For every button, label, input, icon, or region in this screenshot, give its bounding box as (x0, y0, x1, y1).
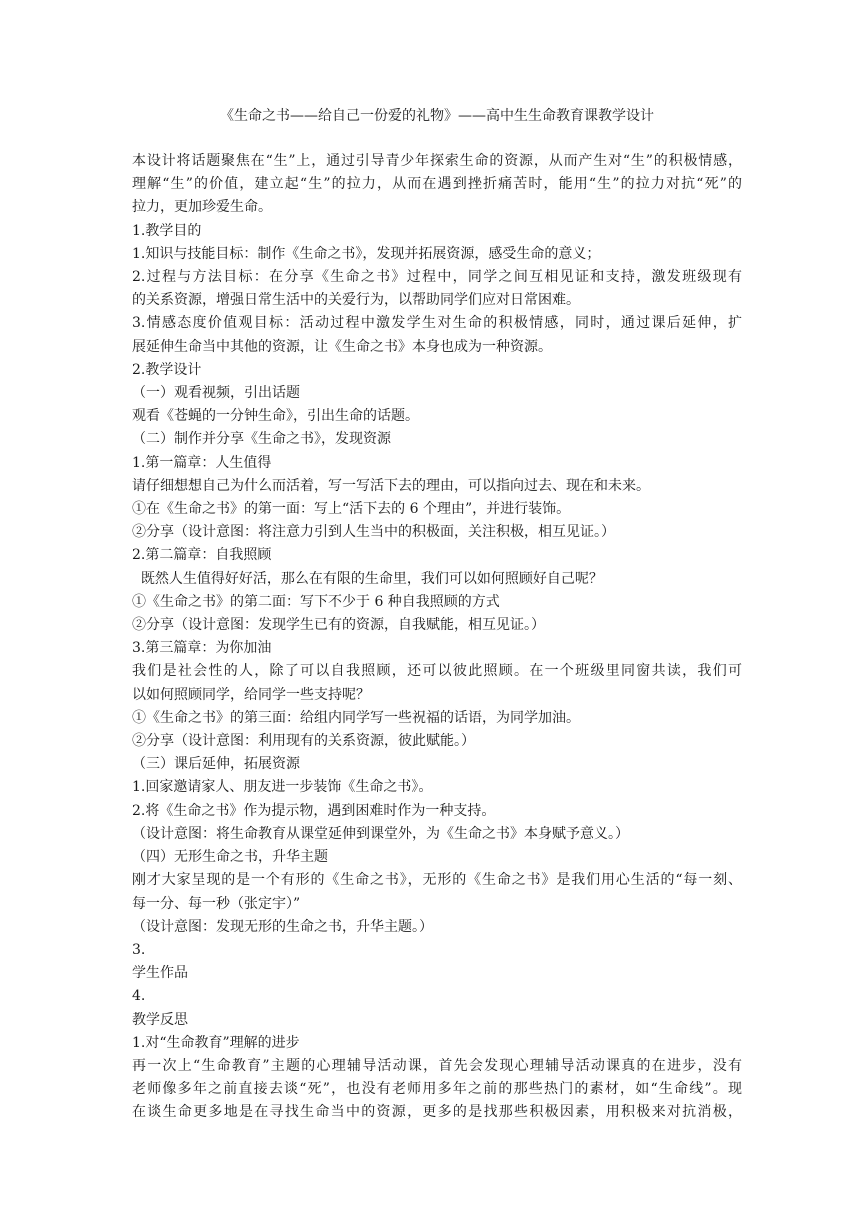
step-item: ②分享（设计意图：利用现有的关系资源，彼此赋能。） (132, 733, 475, 750)
step-item: ①《生命之书》的第三面：给组内同学写一些祝福的话语，为同学加油。 (132, 709, 580, 726)
step-item: ②分享（设计意图：将注意力引到人生当中的积极面，关注积极，相互见证。） (132, 524, 615, 541)
objective-item-continued: 展延伸生命当中其他的资源，让《生命之书》本身也成为一种资源。 (132, 338, 552, 355)
paragraph-line: 刚才大家呈现的是一个有形的《生命之书》，无形的《生命之书》是我们用心生活的“每一刻、 (132, 872, 742, 889)
reflection-paragraph-line: 再一次上“生命教育”主题的心理辅导活动课，首先会发现心理辅导活动课真的在进步，没有 (132, 1057, 742, 1074)
document-title: 《生命之书——给自己一份爱的礼物》——高中生生命教育课教学设计 (220, 108, 654, 124)
reflection-paragraph-line: 在谈生命更多地是在寻找生命当中的资源，更多的是找那些积极因素，用积极来对抗消极， (132, 1104, 742, 1121)
chapter-heading: 2.第二篇章：自我照顾 (132, 547, 272, 564)
objective-item-continued: 的关系资源，增强日常生活中的关爱行为，以帮助同学们应对日常困难。 (132, 292, 580, 309)
subsection-heading: （四）无形生命之书，升华主题 (132, 849, 328, 866)
objective-item: 2.过程与方法目标：在分享《生命之书》过程中，同学之间互相见证和支持，激发班级现有 (132, 269, 742, 286)
subsection-heading: （一）观看视频，引出话题 (132, 385, 300, 402)
paragraph-line: 我们是社会性的人，除了可以自我照顾，还可以彼此照顾。在一个班级里同窗共读，我们可 (132, 663, 742, 680)
step-item: ①在《生命之书》的第一面：写上“活下去的 6 个理由”，并进行装饰。 (132, 501, 571, 518)
paragraph-line: 请仔细想想自己为什么而活着，写一写活下去的理由，可以指向过去、现在和未来。 (132, 477, 650, 494)
reflection-paragraph-line: 老师像多年之前直接去谈“死”，也没有老师用多年之前的那些热门的素材，如“生命线”。现 (132, 1081, 742, 1098)
chapter-heading: 1.第一篇章：人生值得 (132, 454, 272, 471)
chapter-heading: 3.第三篇章：为你加油 (132, 640, 272, 657)
paragraph-line: 既然人生值得好好活，那么在有限的生命里，我们可以如何照顾好自己呢？ (132, 570, 603, 587)
section-heading: 1.教学目的 (132, 222, 202, 239)
intro-paragraph-line: 拉力，更加珍爱生命。 (132, 199, 272, 216)
reflection-heading: 1.对“生命教育”理解的进步 (132, 1034, 300, 1051)
subsection-heading: （三）课后延伸，拓展资源 (132, 756, 300, 773)
step-item: ①《生命之书》的第二面：写下不少于 6 种自我照顾的方式 (132, 593, 500, 610)
section-heading: 2.教学设计 (132, 361, 202, 378)
list-item: 2.将《生命之书》作为提示物，遇到困难时作为一种支持。 (132, 802, 496, 819)
subsection-heading: （二）制作并分享《生命之书》，发现资源 (132, 431, 391, 448)
design-intent-note: （设计意图：将生命教育从课堂延伸到课堂外，为《生命之书》本身赋予意义。） (132, 825, 629, 842)
step-item: ②分享（设计意图：发现学生已有的资源，自我赋能，相互见证。） (132, 617, 545, 634)
section-heading: 学生作品 (132, 965, 188, 982)
intro-paragraph-line: 本设计将话题聚焦在“生”上，通过引导青少年探索生命的资源，从而产生对“生”的积极情感， (132, 153, 742, 169)
objective-item: 1.知识与技能目标：制作《生命之书》，发现并拓展资源，感受生命的意义； (132, 245, 601, 262)
list-item: 1.回家邀请家人、朋友进一步装饰《生命之书》。 (132, 779, 433, 796)
paragraph-line: 每一分、每一秒（张定宇）” (132, 895, 301, 912)
design-intent-note: （设计意图：发现无形的生命之书，升华主题。） (132, 918, 433, 935)
paragraph-line: 观看《苍蝇的一分钟生命》，引出生命的话题。 (132, 408, 419, 425)
section-number: 4. (132, 988, 146, 1005)
title-spacer (132, 128, 742, 150)
intro-paragraph-line: 理解“生”的价值，建立起“生”的拉力，从而在遇到挫折痛苦时，能用“生”的拉力对抗“死”的 (132, 176, 742, 193)
objective-item: 3.情感态度价值观目标：活动过程中激发学生对生命的积极情感，同时，通过课后延伸，扩 (132, 315, 742, 332)
document-page (132, 104, 742, 1125)
paragraph-line: 以如何照顾同学，给同学一些支持呢？ (132, 686, 370, 703)
section-heading: 教学反思 (132, 1011, 188, 1028)
section-number: 3. (132, 941, 146, 958)
